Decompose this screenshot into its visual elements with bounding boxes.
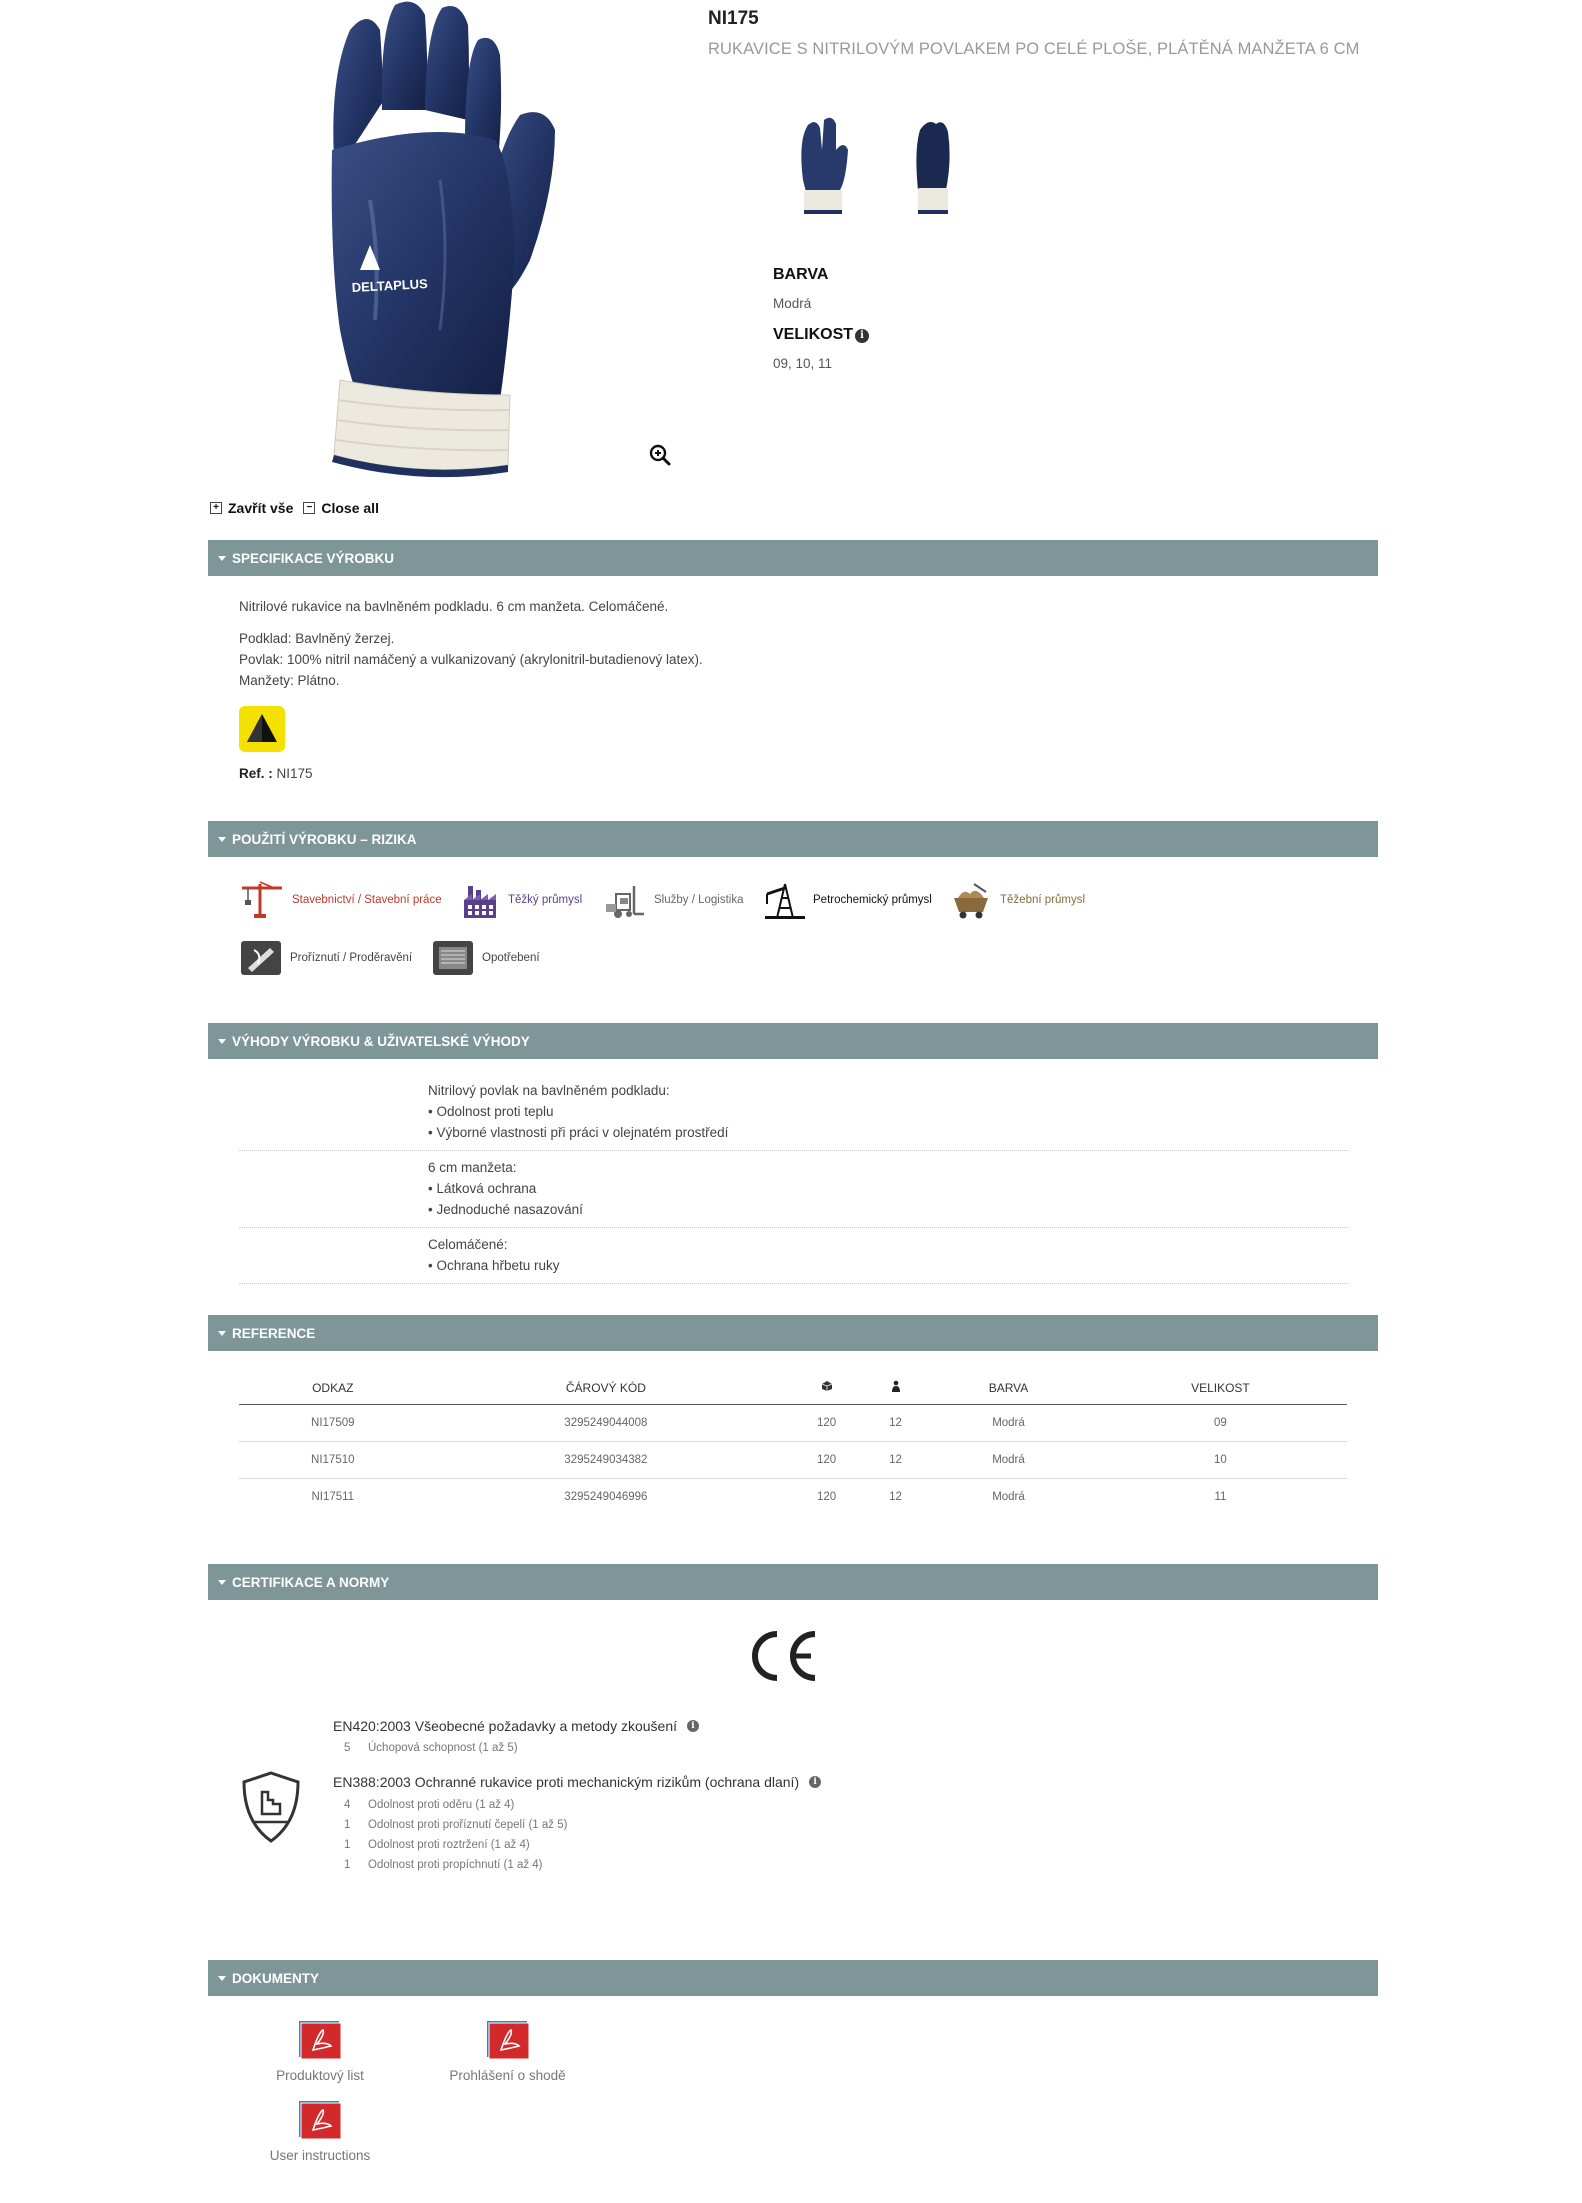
section-header-usage[interactable] [208,821,1378,857]
section-header-reference[interactable] [208,1315,1378,1351]
reference-table [239,1372,1347,1515]
norm-desc: Úchopová schopnost (1 až 5) [368,1742,518,1754]
benefit-item: • Jednoduché nasazování [428,1202,583,1217]
document-user-instructions[interactable] [260,2100,380,2163]
cell-color: Modrá [923,1441,1094,1478]
pdf-icon [485,2020,531,2060]
size-label-row [773,326,869,344]
norm-level: 1 [344,1859,351,1871]
col-header-size: VELIKOST [1094,1372,1347,1404]
product-main-image[interactable] [310,0,590,480]
ce-mark-icon [745,1628,820,1684]
abrasion-risk-icon [432,940,474,976]
info-icon[interactable]: i [855,329,869,343]
pdf-icon [297,2100,343,2140]
benefit-group [428,1234,560,1276]
benefit-heading: 6 cm manžeta: [428,1160,517,1175]
norm-row [344,1839,530,1851]
collapse-all-toggle[interactable] [303,500,379,516]
sector-label: Služby / Logistika [654,894,744,906]
document-product-sheet[interactable] [270,2020,370,2083]
risk-label: Opotřebení [482,952,540,964]
norm-title-text: EN388:2003 Ochranné rukavice proti mechanickým rizikům (ochrana dlaní) [333,1774,800,1790]
sector-mining[interactable] [950,880,1085,920]
box-icon [821,1380,833,1392]
sector-label: Stavebnictví / Stavební práce [292,894,442,906]
section-header-specification[interactable] [208,540,1378,576]
cell-box-qty: 120 [816,1490,837,1503]
expand-all-toggle[interactable] [210,500,293,516]
norm-en388-title [333,1774,821,1790]
cell-color: Modrá [923,1404,1094,1441]
section-title: POUŽITÍ VÝROBKU – RIZIKA [232,831,417,847]
benefit-item: • Látková ochrana [428,1181,537,1196]
norm-level: 1 [344,1839,351,1851]
color-value: Modrá [773,296,812,311]
norm-level: 1 [344,1819,351,1831]
section-header-benefits[interactable] [208,1023,1378,1059]
plus-box-icon: + [210,502,222,514]
sector-label: Petrochemický průmysl [813,894,932,906]
expand-all-label: Zavřít vše [228,500,294,516]
product-subtitle: RUKAVICE S NITRILOVÝM POVLAKEM PO CELÉ PLOŠE, PLÁTĚNÁ MANŽETA 6 CM [708,40,1360,58]
sector-heavy-industry[interactable] [460,880,582,920]
crane-icon [240,880,284,920]
table-row[interactable] [239,1404,1347,1441]
benefit-item: • Odolnost proti teplu [428,1104,554,1119]
caret-down-icon [218,1039,226,1044]
caret-down-icon [218,837,226,842]
factory-icon [460,880,500,920]
cell-box-qty: 120 [785,1441,868,1478]
norm-row [344,1819,567,1831]
cell-ref: NI17509 [239,1404,427,1441]
spec-reference [239,766,313,781]
thumbnail-front[interactable] [788,110,858,220]
cell-barcode: 3295249044008 [427,1404,786,1441]
info-icon[interactable]: i [687,1720,699,1732]
cell-size: 09 [1094,1404,1347,1441]
benefit-heading: Nitrilový povlak na bavlněném podkladu: [428,1083,670,1098]
collapse-all-label: Close all [321,500,379,516]
section-header-certification[interactable] [208,1564,1378,1600]
brand-logo-text: DELTAPLUS [351,276,429,295]
document-label: User instructions [269,2148,371,2163]
risk-label: Proříznutí / Proděravění [290,952,413,964]
cell-box-qty: 120 [785,1404,868,1441]
benefit-heading: Celomáčené: [428,1237,508,1252]
spec-line-cuffs: Manžety: Plátno. [239,673,340,688]
section-title: CERTIFIKACE A NORMY [232,1574,390,1590]
en388-shield-icon [240,1770,302,1844]
cell-barcode: 3295249046996 [564,1490,648,1503]
cut-risk-icon [240,940,282,976]
ref-label: Ref. : [239,766,273,781]
section-title: VÝHODY VÝROBKU & UŽIVATELSKÉ VÝHODY [232,1033,530,1049]
deltaplus-logo-icon [239,706,285,752]
caret-down-icon [218,1976,226,1981]
table-row[interactable] [239,1441,1347,1478]
caret-down-icon [218,556,226,561]
sector-logistics[interactable] [604,880,744,920]
table-row[interactable] [239,1478,1347,1515]
norm-row [344,1742,518,1754]
expand-collapse-controls [210,500,379,516]
cell-size: 11 [1214,1490,1227,1503]
benefit-group [428,1157,583,1220]
mining-cart-icon [950,880,992,920]
color-label: BARVA [773,266,829,283]
document-declaration[interactable] [445,2020,570,2083]
norm-desc: Odolnost proti oděru (1 až 4) [368,1799,515,1811]
col-header-barcode: ČÁROVÝ KÓD [427,1372,786,1404]
info-icon[interactable]: i [809,1776,821,1788]
sector-petrochemical[interactable] [765,880,932,920]
norm-desc: Odolnost proti propíchnutí (1 až 4) [368,1859,543,1871]
oil-pump-icon [765,880,805,920]
pdf-icon [297,2020,343,2060]
risk-cut-puncture[interactable] [240,940,412,976]
spec-intro: Nitrilové rukavice na bavlněném podkladu. 6 cm manžeta. Celomáčené. [239,599,669,614]
section-header-documents[interactable] [208,1960,1378,1996]
spec-line-base: Podklad: Bavlněný žerzej. [239,631,395,646]
benefit-group [428,1080,728,1143]
norm-desc: Odolnost proti proříznutí čepelí (1 až 5) [368,1819,568,1831]
zoom-icon[interactable] [648,443,672,467]
size-label: VELIKOST [773,326,854,343]
table-header-row [239,1372,1347,1404]
caret-down-icon [218,1331,226,1336]
product-title: NI175 [708,8,759,29]
col-header-ref: ODKAZ [239,1372,427,1404]
sector-construction[interactable] [240,880,442,920]
cell-ref: NI17511 [311,1490,355,1503]
norm-en420-title [333,1718,699,1734]
section-title: REFERENCE [232,1325,316,1341]
cell-size: 10 [1094,1441,1347,1478]
document-label: Produktový list [276,2068,364,2083]
norm-level: 5 [344,1742,351,1754]
minus-box-icon: − [303,502,315,514]
divider [239,1227,1349,1228]
benefit-item: • Ochrana hřbetu ruky [428,1258,560,1273]
cell-pack-qty: 12 [889,1490,902,1503]
sector-label: Těžký průmysl [508,894,583,906]
col-header-box [785,1372,868,1404]
caret-down-icon [218,1580,226,1585]
person-icon [891,1380,901,1392]
cell-pack-qty: 12 [868,1441,923,1478]
forklift-icon [604,880,646,920]
cell-barcode: 3295249034382 [427,1441,786,1478]
norm-title-text: EN420:2003 Všeobecné požadavky a metody zkoušení [333,1718,678,1734]
divider [239,1283,1349,1284]
norm-desc: Odolnost proti roztržení (1 až 4) [368,1839,530,1851]
col-header-pack [868,1372,923,1404]
thumbnail-back[interactable] [898,110,968,220]
section-title: SPECIFIKACE VÝROBKU [232,550,395,566]
cell-color: Modrá [992,1490,1025,1503]
cell-ref: NI17510 [239,1441,427,1478]
norm-row [344,1799,514,1811]
norm-level: 4 [344,1799,351,1811]
document-label: Prohlášení o shodě [449,2068,566,2083]
col-header-color: BARVA [923,1372,1094,1404]
risk-abrasion[interactable] [432,940,540,976]
norm-row [344,1859,543,1871]
benefit-item: • Výborné vlastnosti při práci v olejnatém prostředí [428,1125,729,1140]
section-title: DOKUMENTY [232,1970,319,1986]
ref-value: NI175 [276,766,313,781]
cell-pack-qty: 12 [868,1404,923,1441]
size-value: 09, 10, 11 [773,356,833,371]
spec-line-coating: Povlak: 100% nitril namáčený a vulkanizovaný (akrylonitril-butadienový latex). [239,652,703,667]
divider [239,1150,1349,1151]
sector-label: Těžební průmysl [1000,894,1086,906]
